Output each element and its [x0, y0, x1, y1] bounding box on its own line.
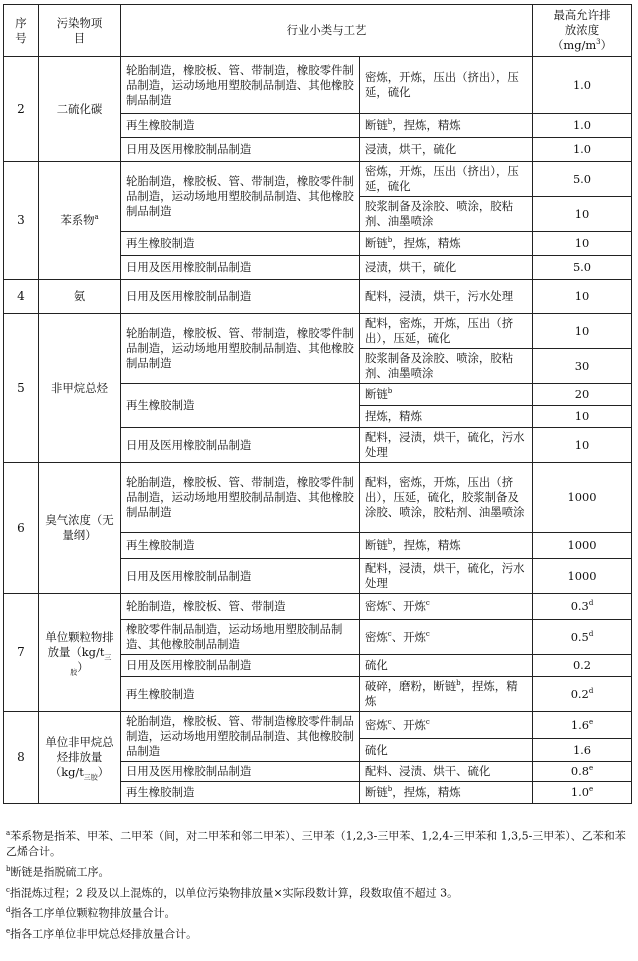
limit-value-cell: 10: [533, 406, 632, 428]
process-cell: 断链$^b$，捏炼，精炼: [360, 114, 533, 138]
process-cell: 捏炼，精炼: [360, 406, 533, 428]
note-item: [6, 826, 630, 860]
process-cell: 硫化: [360, 655, 533, 677]
header-serial-number: 序 号: [4, 5, 39, 57]
industry-cell: 日用及医用橡胶制品制造: [121, 655, 360, 677]
limit-value-cell: 1.0: [533, 57, 632, 114]
serial-number-cell: 7: [4, 594, 39, 712]
table-body: [4, 57, 632, 804]
limit-value-cell: 1.6e: [533, 712, 632, 739]
limit-value-cell: 1000: [533, 463, 632, 533]
industry-cell: 轮胎制造，橡胶板、管、带制造: [121, 594, 360, 620]
table-row: [4, 280, 632, 314]
note-text: 指各工序单位颗粒物排放量合计。: [10, 907, 176, 921]
header-limit: 最高允许排 放浓度 $(mg/m^3)$: [533, 5, 632, 57]
process-cell: 配料，浸渍，烘干，硫化，污水处理: [360, 559, 533, 594]
industry-cell: 日用及医用橡胶制品制造: [121, 559, 360, 594]
limit-value-cell: 0.3$^d$: [533, 594, 632, 620]
table-row: [4, 594, 632, 620]
limit-value-cell: 1.0: [533, 114, 632, 138]
process-cell: 密炼，开炼，压出（挤出），压延，硫化: [360, 162, 533, 197]
limit-value-cell: 10: [533, 232, 632, 256]
industry-cell: 再生橡胶制造: [121, 384, 360, 428]
industry-cell: 日用及医用橡胶制品制造: [121, 256, 360, 280]
limit-value-cell: 10: [533, 280, 632, 314]
process-cell: 断链$^b$，捏炼，精炼: [360, 782, 533, 804]
serial-number-cell: 6: [4, 463, 39, 594]
pollutant-cell: 臭气浓度（无量纲）: [39, 463, 121, 594]
header-industry-process: 行业小类与工艺: [121, 5, 533, 57]
limit-value-cell: 0.2: [533, 655, 632, 677]
serial-number-cell: 3: [4, 162, 39, 280]
limit-value-cell: 0.8e: [533, 762, 632, 782]
note-text: 断链是指脱硫工序。: [10, 865, 110, 879]
note-text: 苯系物是指苯、甲苯、二甲苯（间，对二甲苯和邻二甲苯）、三甲苯（1,2,3-三甲苯、1,2,4-三甲苯和 1,3,5-三甲苯）、乙苯和苯乙烯合计。: [6, 829, 626, 859]
pollutant-cell: 苯系物$^a$: [39, 162, 121, 280]
process-cell: 断链$^b$，捏炼，精炼: [360, 533, 533, 559]
process-cell: 硫化: [360, 739, 533, 762]
limit-value-cell: 1.6: [533, 739, 632, 762]
note-text: 指各工序单位非甲烷总烃排放量合计。: [10, 927, 198, 941]
industry-cell: 轮胎制造，橡胶板、管、带制造，橡胶零件制品制造，运动场地用塑胶制品制造、其他橡胶制品制造: [121, 463, 360, 533]
table-row: [4, 314, 632, 349]
process-cell: 配料、浸渍、烘干、硫化: [360, 762, 533, 782]
process-cell: 胶浆制备及涂胶、喷涂，胶粘剂、油墨喷涂: [360, 197, 533, 232]
industry-cell: 日用及医用橡胶制品制造: [121, 138, 360, 162]
industry-cell: 再生橡胶制造: [121, 677, 360, 712]
industry-cell: 日用及医用橡胶制品制造: [121, 428, 360, 463]
limit-value-cell: 30: [533, 349, 632, 384]
process-cell: 断链$^b$: [360, 384, 533, 406]
limit-value-cell: 1000: [533, 559, 632, 594]
industry-cell: 再生橡胶制造: [121, 232, 360, 256]
industry-cell: 日用及医用橡胶制品制造: [121, 762, 360, 782]
table-row: [4, 162, 632, 197]
industry-cell: 橡胶零件制品制造，运动场地用塑胶制品制造、其他橡胶制品制造: [121, 620, 360, 655]
note-marker: d: [6, 906, 11, 915]
limit-value-cell: 10: [533, 314, 632, 349]
limit-value-cell: 1.0: [533, 138, 632, 162]
serial-number-cell: 5: [4, 314, 39, 463]
table-notes: [6, 826, 630, 945]
industry-cell: 轮胎制造，橡胶板、管、带制造，橡胶零件制品制造，运动场地用塑胶制品制造、其他橡胶制品制造: [121, 162, 360, 232]
process-cell: 浸渍，烘干，硫化: [360, 138, 533, 162]
table-row: [4, 463, 632, 533]
process-cell: 密炼，开炼，压出（挤出），压延，硫化: [360, 57, 533, 114]
industry-cell: 轮胎制造，橡胶板、管、带制造，橡胶零件制品制造，运动场地用塑胶制品制造、其他橡胶制品制造: [121, 57, 360, 114]
note-marker: a: [6, 829, 11, 837]
serial-number-cell: 8: [4, 712, 39, 804]
limit-value-cell: 20: [533, 384, 632, 406]
note-marker: c: [6, 885, 10, 894]
limit-value-cell: 0.5$^d$: [533, 620, 632, 655]
limit-value-cell: 10: [533, 197, 632, 232]
limit-value-cell: 1.0e: [533, 782, 632, 804]
process-cell: 胶浆制备及涂胶、喷涂，胶粘剂、油墨喷涂: [360, 349, 533, 384]
process-cell: 浸渍，烘干，硫化: [360, 256, 533, 280]
industry-cell: 再生橡胶制造: [121, 114, 360, 138]
industry-cell: 再生橡胶制造: [121, 533, 360, 559]
note-item: [6, 903, 630, 921]
industry-cell: 再生橡胶制造: [121, 782, 360, 804]
header-pollutant: 污染物项 目: [39, 5, 121, 57]
note-marker: b: [6, 865, 11, 874]
industry-cell: 轮胎制造，橡胶板、管、带制造，橡胶零件制品制造，运动场地用塑胶制品制造、其他橡胶制品制造: [121, 314, 360, 384]
process-cell: 密炼$^c$、开炼$^c$: [360, 620, 533, 655]
note-text: 指混炼过程；2 段及以上混炼的，以单位污染物排放量×实际段数计算，段数取值不超过 3。: [9, 886, 459, 900]
process-cell: 配料，密炼，开炼，压出（挤出），压延，硫化: [360, 314, 533, 349]
limit-value-cell: 5.0: [533, 162, 632, 197]
process-cell: 密炼$^c$、开炼$^c$: [360, 594, 533, 620]
table-row: [4, 712, 632, 739]
process-cell: 配料，浸渍，烘干，污水处理: [360, 280, 533, 314]
pollutant-cell: 氨: [39, 280, 121, 314]
pollutant-cell: 二硫化碳: [39, 57, 121, 162]
note-item: [6, 883, 630, 901]
table-header-row: [4, 5, 632, 57]
industry-cell: 轮胎制造，橡胶板、管、带制造橡胶零件制品制造，运动场地用塑胶制品制造、其他橡胶制品制造: [121, 712, 360, 762]
limit-value-cell: 0.2$^d$: [533, 677, 632, 712]
table-row: [4, 57, 632, 114]
pollutant-cell: 非甲烷总烃: [39, 314, 121, 463]
note-marker: e: [6, 927, 11, 936]
limit-value-cell: 5.0: [533, 256, 632, 280]
process-cell: 配料，浸渍，烘干，硫化，污水处理: [360, 428, 533, 463]
pollutant-cell: 单位非甲烷总烃排放量$(kg/t_{三胶})$: [39, 712, 121, 804]
note-item: [6, 862, 630, 880]
serial-number-cell: 4: [4, 280, 39, 314]
process-cell: 配料，密炼，开炼，压出（挤出），压延，硫化，胶浆制备及涂胶、喷涂，胶粘剂、油墨喷涂: [360, 463, 533, 533]
process-cell: 断链$^b$，捏炼，精炼: [360, 232, 533, 256]
limit-value-cell: 1000: [533, 533, 632, 559]
note-item: [6, 924, 630, 942]
process-cell: 破碎，磨粉，断链$^b$，捏炼，精炼: [360, 677, 533, 712]
emission-limits-table: [3, 4, 632, 804]
limit-value-cell: 10: [533, 428, 632, 463]
pollutant-cell: 单位颗粒物排放量$(kg/t_{三胶})$: [39, 594, 121, 712]
industry-cell: 日用及医用橡胶制品制造: [121, 280, 360, 314]
serial-number-cell: 2: [4, 57, 39, 162]
process-cell: 密炼$^c$、开炼$^c$: [360, 712, 533, 739]
